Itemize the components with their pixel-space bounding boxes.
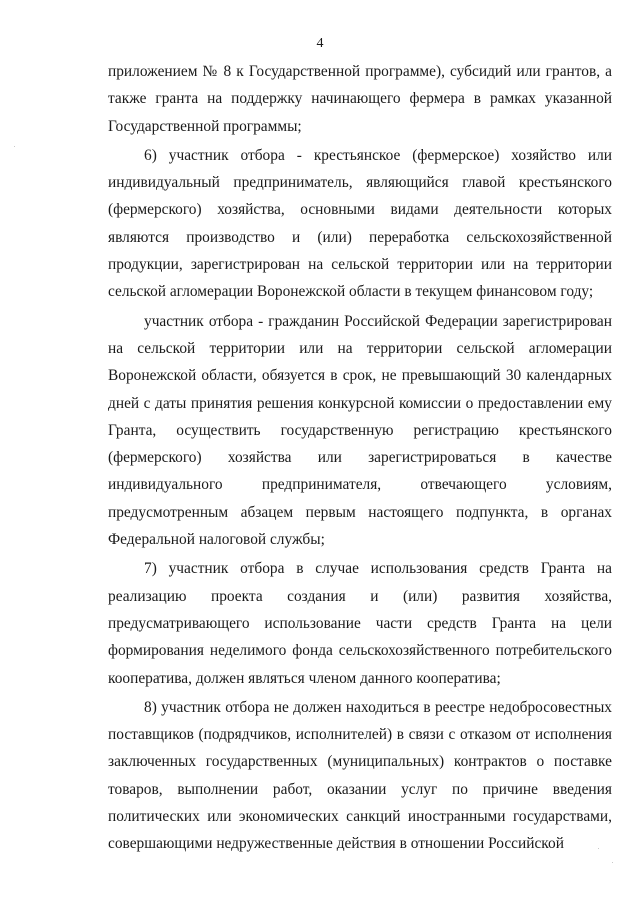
document-body (108, 58, 612, 858)
page-number: 4 (316, 36, 324, 51)
paragraph-citizen-participant: участник отбора - гражданин Российской Федерации зарегистрирован на сельской территории или на территории сельской агломерации Воронежской области, обязуется в срок, не превышающий 30 календарных дней с даты принятия решения конкурсной комиссии о предоставлении ему Гранта, осуществить государственную регистрацию крестьянского (фермерского) хозяйства или зарегистрироваться в качестве индивидуального предпринимателя, отвечающего условиям, предусмотренным абзацем первым настоящего подпункта, в органах Федеральной налоговой службы; (108, 312, 612, 549)
paragraph-item-6: 6) участник отбора - крестьянское (фермерское) хозяйство или индивидуальный предприниматель, являющийся главой крестьянского (фермерского) хозяйства, основными видами деятельности которых являются производство и (или) переработка сельскохозяйственной продукции, зарегистрирован на сельской территории или на территории сельской агломерации Воронежской области в текущем финансовом году; (108, 146, 612, 301)
paragraph-item-7: 7) участник отбора в случае использования средств Гранта на реализацию проекта создания и (или) развития хозяйства, предусматривающего использование части средств Гранта на цели формирования неделимого фонда сельскохозяйственного потребительского кооператива, должен являться членом данного кооператива; (108, 560, 612, 687)
paragraph-continuation: приложением № 8 к Государственной программе), субсидий или грантов, а также гранта на поддержку начинающего фермера в рамках указанной Государственной программы; (108, 63, 612, 135)
scan-speck (598, 848, 599, 849)
scan-speck (612, 862, 613, 863)
scan-speck (14, 146, 15, 147)
paragraph-item-8: 8) участник отбора не должен находиться в реестре недобросовестных поставщиков (подрядчиков, исполнителей) в связи с отказом от исполнения заключенных государственных (муниципальных) контрактов о поставке товаров, выполнении работ, оказании услуг по причине введения политических или экономических санкций иностранными государствами, совершающими недружественные действия в отношении Российской (108, 698, 612, 853)
